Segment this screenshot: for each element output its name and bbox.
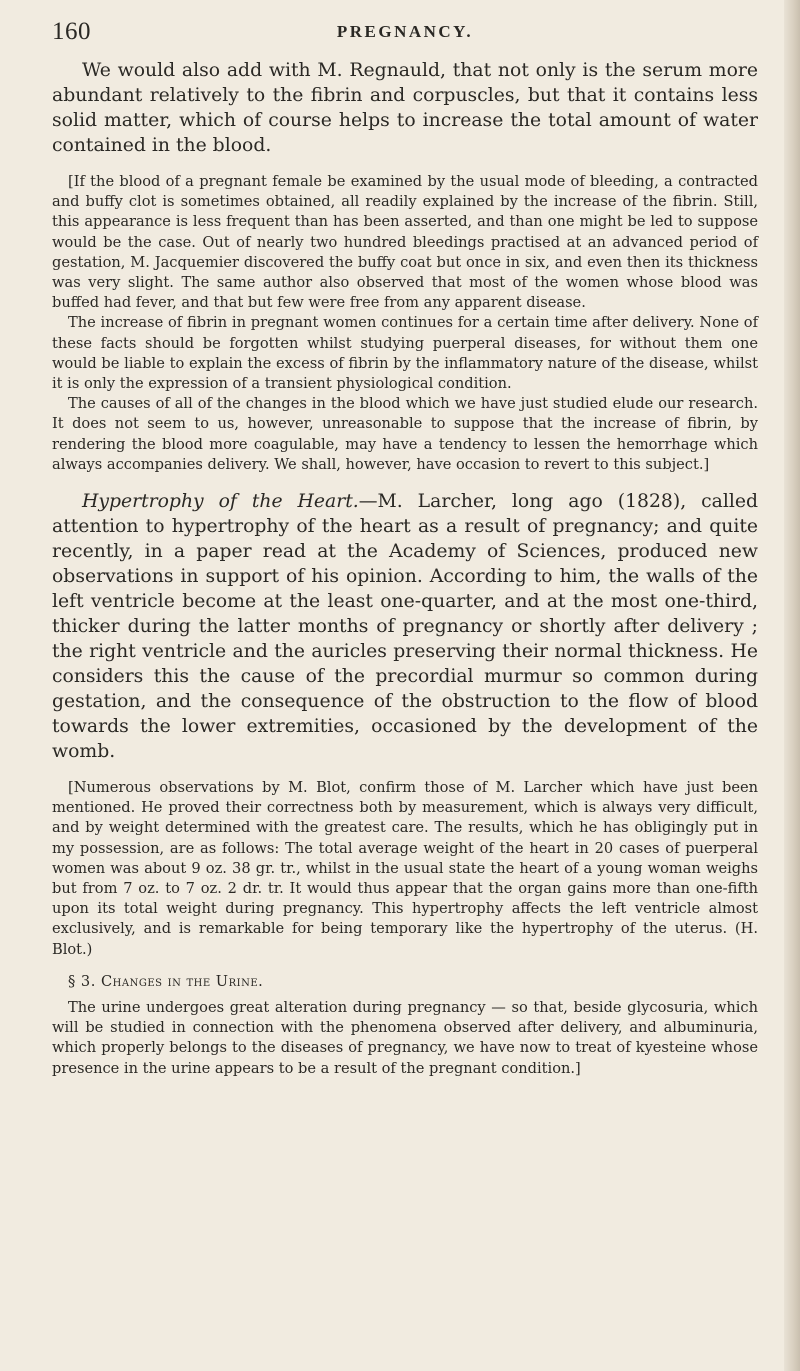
page-edge-shadow: [784, 0, 800, 1371]
running-head: [52, 18, 758, 58]
note-causes-of-changes: The causes of all of the changes in the blood which we have just studied elude our research. It does not seem to us, however, unreasonable to suppose that the increase of fibrin, by rendering the blood more coagulable, may have a tendency to lessen the hemorrhage which always accompanies delivery. We shall, however, have occasion to revert to this subject.]: [52, 395, 758, 473]
section-heading-urine: § 3. Changes in the Urine.: [68, 972, 264, 990]
page-number: 160: [52, 18, 91, 45]
running-title: PREGNANCY.: [336, 22, 474, 41]
note-fibrin-after-delivery: The increase of fibrin in pregnant women continues for a certain time after delivery. None of these facts should be forgotten whilst studying puerperal diseases, for without them one would be liable to explain the excess of fibrin by the inflammatory nature of the disease, whilst it is only the expression of a transient physiological condition.: [52, 314, 758, 393]
note-blot-observations: [Numerous observations by M. Blot, confirm those of M. Larcher which have just been mentioned. He proved their correctness both by measurement, which is always very difficult, and by weight determined with the greatest care. The results, which he has obligingly put in my possession, are as follows: The total average weight of the heart in 20 cases of puerperal women was about 9 oz. 38 gr. tr., whilst in the usual state the heart of a young woman weighs but from 7 oz. to 7 oz. 2 dr. tr. It would thus appear that the organ gains more than one-fifth upon its total weight during pregnancy. This hypertrophy affects the left ventricle almost exclusively, and is remarkable for being temporary like the hypertrophy of the uterus. (H. Blot.): [52, 779, 758, 958]
heading-hypertrophy-of-heart: Hypertrophy of the Heart.: [82, 491, 359, 513]
paragraph-hypertrophy-text: —M. Larcher, long ago (1828), called attention to hypertrophy of the heart as a result of pregnancy; and quite recently, in a paper read at the Academy of Sciences, produced new observations in support of his opinion. According to him, the walls of the left ventricle become at the least one-quarter, and at the most one-third, thicker during the latter months of pregnancy or shortly after delivery ; the right ventricle and the auricles preserving their normal thickness. He considers this the cause of the precordial murmur so common during gestation, and the consequence of the obstruction to the flow of blood towards the lower extremities, occasioned by the development of the womb.: [52, 491, 758, 763]
note-buffy-clot: [If the blood of a pregnant female be examined by the usual mode of bleeding, a contracted and buffy clot is sometimes obtained, all readily explained by the increase of the fibrin. Still, this appearance is less frequent than has been asserted, and than one might be led to suppose would be the case. Out of nearly two hundred bleedings practised at an advanced period of gestation, M. Jacquemier discovered the buffy coat but once in six, and even then its thickness was very slight. The same author also observed that most of the women whose blood was buffed had fever, and that but few were free from any apparent disease.: [52, 173, 758, 312]
book-page: [52, 18, 758, 1079]
paragraph-hypertrophy: [52, 489, 758, 764]
paragraph-serum: We would also add with M. Regnauld, that not only is the serum more abundant relatively to the fibrin and corpuscles, but that it contains less solid matter, which of course helps to increase the total amount of water contained in the blood.: [52, 60, 758, 156]
note-urine-changes: The urine undergoes great alteration during pregnancy — so that, beside glycosuria, which will be studied in connection with the phenomena observed after delivery, and albuminuria, which properly belongs to the diseases of pregnancy, we have now to treat of kyesteine whose presence in the urine appears to be a result of the pregnant condition.]: [52, 999, 758, 1077]
